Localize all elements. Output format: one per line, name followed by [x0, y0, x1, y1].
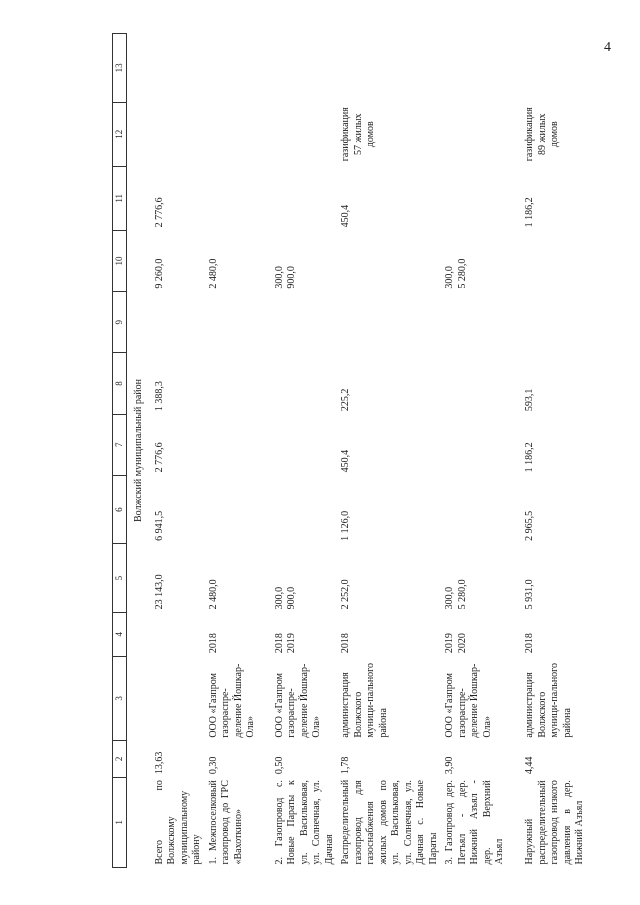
- organization-cell: ООО «Газпром газораспре-деление Йошкар-Ола»: [273, 663, 323, 738]
- header-cell-11: 11: [113, 166, 127, 230]
- table-row: [272, 34, 339, 868]
- col7-cell: 6 941,5: [153, 510, 165, 541]
- col9-cell: [442, 353, 522, 414]
- col10-cell: [338, 292, 442, 353]
- header-cell-1: 1: [113, 777, 127, 867]
- col12-cell: [272, 166, 339, 230]
- total-cost-cell: [152, 544, 206, 613]
- header-cell-6: 6: [113, 475, 127, 544]
- total-cost-cell: [338, 544, 442, 613]
- table-row: [522, 34, 594, 868]
- result-cell: [152, 102, 206, 166]
- col8-cell: 2 776,6: [153, 442, 165, 473]
- organization-cell: ООО «Газпром газораспре-деление Йошкар-Ола»: [207, 663, 257, 738]
- total-cost-cell-value: 300,0: [273, 586, 285, 610]
- total-cost-cell-value: 23 143,0: [153, 574, 165, 610]
- total-cost-cell-value: 2 480,0: [207, 579, 219, 610]
- col10-cell: [272, 292, 339, 353]
- object-name-cell: 2. Газопровод с. Новые Параты к ул. Васильковая, ул. Солнечная, ул. Дачная: [273, 780, 335, 865]
- col7-cell: [442, 475, 522, 544]
- object-name-cell: Наружный распределительный газопровод низкого давления в дер. Нижний Азъял: [524, 780, 586, 865]
- col11-cell: [442, 230, 522, 291]
- year-cell: [206, 612, 272, 656]
- length-cell: 0,50: [273, 756, 285, 775]
- length-cell: 13,63: [153, 751, 165, 775]
- total-cost-cell-value: 900,0: [286, 586, 298, 610]
- header-cell-9: 9: [113, 292, 127, 353]
- col11-cell: [338, 230, 442, 291]
- total-cost-cell: [272, 544, 339, 613]
- col8-cell: 1 186,2: [524, 442, 536, 473]
- total-cost-cell-value: 2 252,0: [340, 579, 352, 610]
- object-name-cell: 1. Межпоселковый газопровод до ГРС «Вахоткино»: [207, 780, 244, 865]
- page-number: 4: [604, 40, 611, 55]
- object-name-cell: Всего по Волжскому муниципальному району: [153, 780, 203, 865]
- total-cost-cell: [206, 544, 272, 613]
- organization-cell: [152, 656, 206, 741]
- object-name-cell: 3. Газопровод дер. Петъял - дер. Нижний Азъял - дер. Верхний Азъял: [444, 780, 506, 865]
- header-cell-10: 10: [113, 230, 127, 291]
- col12-cell: [442, 166, 522, 230]
- year-cell-value: 2018: [273, 633, 285, 654]
- col11-cell-value: 2 480,0: [207, 258, 219, 289]
- col10-cell: [152, 292, 206, 353]
- result-cell: [442, 102, 522, 166]
- table-row: [338, 34, 442, 868]
- col11-cell-value: 300,0: [273, 266, 285, 289]
- col8-cell: [272, 414, 339, 475]
- table-row: [152, 34, 206, 868]
- col10-cell: [522, 292, 594, 353]
- year-cell: [442, 612, 522, 656]
- header-cell-7: 7: [113, 414, 127, 475]
- col8-cell: [206, 414, 272, 475]
- header-cell-8: 8: [113, 353, 127, 414]
- length-cell: 1,78: [340, 756, 352, 775]
- header-cell-3: 3: [113, 656, 127, 741]
- table-row: [442, 34, 522, 868]
- col7-cell: [272, 475, 339, 544]
- total-cost-cell-value: 5 931,0: [524, 579, 536, 610]
- year-cell: [522, 612, 594, 656]
- length-cell: 3,90: [444, 756, 456, 775]
- year-cell-value: 2020: [456, 633, 468, 654]
- investment-table: [112, 33, 594, 868]
- length-cell: 4,44: [524, 756, 536, 775]
- col12-cell: 1 186,2: [524, 197, 536, 228]
- total-cost-cell-value: 300,0: [444, 586, 456, 610]
- col9-cell: 593,1: [524, 388, 536, 412]
- organization-cell: ООО «Газпром газораспре-деление Йошкар-Ола»: [444, 663, 493, 738]
- header-cell-4: 4: [113, 612, 127, 656]
- header-cell-12: 12: [113, 102, 127, 166]
- year-cell-value: 2018: [340, 633, 352, 654]
- col11-cell: [152, 230, 206, 291]
- col11-cell-value: 300,0: [444, 266, 456, 289]
- result-cell: газификация 89 жилых домов: [524, 107, 561, 162]
- object-name-cell: Распределительный газопровод для газоснабжения жилых домов по ул. Васильковая, ул. Солнечная, ул. Дачная с. Новые Параты: [340, 779, 439, 865]
- col7-cell: 2 965,5: [524, 510, 536, 541]
- rotated-table-block: [112, 33, 586, 868]
- col11-cell-value: 9 260,0: [153, 258, 165, 289]
- year-cell: [338, 612, 442, 656]
- year-cell-value: 2019: [444, 633, 456, 654]
- header-cell-2: 2: [113, 741, 127, 777]
- col9-cell: 1 388,3: [153, 381, 165, 412]
- header-cell-13: 13: [113, 34, 127, 103]
- col10-cell: [206, 292, 272, 353]
- region-title: Волжский муниципальный район: [133, 379, 145, 522]
- col11-cell: [522, 230, 594, 291]
- col9-cell: [272, 353, 339, 414]
- col7-cell: 1 126,0: [340, 510, 352, 541]
- col10-cell: [442, 292, 522, 353]
- col11-cell: [206, 230, 272, 291]
- organization-cell: администрация Волжского муници-пального района: [340, 662, 389, 738]
- year-cell-value: 2019: [286, 633, 298, 654]
- col9-cell: 225,2: [340, 388, 352, 412]
- col11-cell-value: 5 280,0: [456, 258, 468, 289]
- col11-cell-value: 900,0: [286, 266, 298, 289]
- table-row: [206, 34, 272, 868]
- year-cell: [152, 612, 206, 656]
- total-cost-cell: [442, 544, 522, 613]
- result-cell: [272, 102, 339, 166]
- table-body: [152, 34, 595, 868]
- length-cell: 0,30: [207, 756, 219, 775]
- col7-cell: [206, 475, 272, 544]
- total-cost-cell: [522, 544, 594, 613]
- col11-cell: [272, 230, 339, 291]
- col8-cell: [442, 414, 522, 475]
- header-cell-5: 5: [113, 544, 127, 613]
- col9-cell: [206, 353, 272, 414]
- col8-cell: 450,4: [340, 449, 352, 473]
- header-row: [113, 34, 127, 868]
- organization-cell: администрация Волжского муници-пального района: [524, 662, 573, 738]
- result-cell: газификация 57 жилых домов: [340, 107, 377, 162]
- col12-cell: [206, 166, 272, 230]
- region-row: [127, 34, 152, 868]
- year-cell: [272, 612, 339, 656]
- total-cost-cell-value: 5 280,0: [456, 579, 468, 610]
- year-cell-value: 2018: [207, 633, 219, 654]
- result-cell: [206, 102, 272, 166]
- col12-cell: 450,4: [340, 204, 352, 228]
- col12-cell: 2 776,6: [153, 197, 165, 228]
- year-cell-value: 2018: [524, 633, 536, 654]
